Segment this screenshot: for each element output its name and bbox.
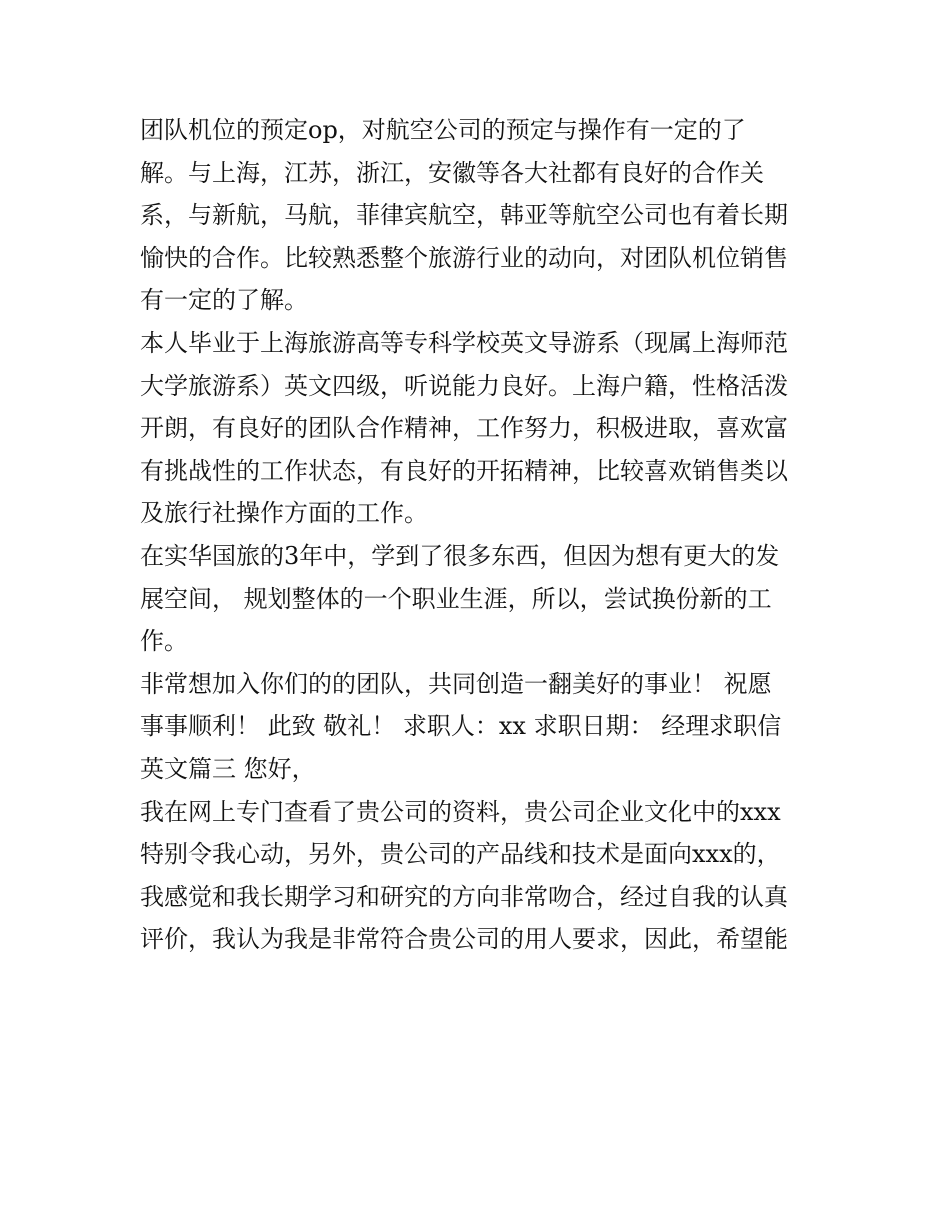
text-line: 解。与上海，江苏，浙江，安徽等各大社都有良好的合作关 bbox=[140, 158, 764, 187]
text-line: 我感觉和我长期学习和研究的方向非常吻合，经过自我的认真 bbox=[140, 882, 788, 911]
text-line: 评价，我认为我是非常符合贵公司的用人要求，因此，希望能 bbox=[140, 925, 788, 954]
text-line: 系，与新航，马航，菲律宾航空，韩亚等航空公司也有着长期 bbox=[140, 201, 788, 230]
text-line: 有一定的了解。 bbox=[140, 286, 308, 315]
paragraph-1 bbox=[140, 109, 820, 322]
text-line: 有挑战性的工作状态，有良好的开拓精神，比较喜欢销售类以 bbox=[140, 456, 788, 485]
text-line: 团队机位的预定op，对航空公司的预定与操作有一定的了 bbox=[140, 116, 746, 144]
paragraph-2 bbox=[140, 322, 820, 535]
text-line: 非常想加入你们的的团队，共同创造一翻美好的事业！ 祝愿 bbox=[140, 669, 772, 698]
text-line: 英文篇三 您好， bbox=[140, 754, 316, 783]
paragraph-5 bbox=[140, 791, 820, 961]
paragraph-3 bbox=[140, 535, 820, 663]
text-line: 开朗，有良好的团队合作精神，工作努力，积极进取，喜欢富 bbox=[140, 414, 788, 443]
text-line: 及旅行社操作方面的工作。 bbox=[140, 499, 428, 528]
text-line: 我在网上专门查看了贵公司的资料，贵公司企业文化中的xxx bbox=[140, 797, 781, 826]
text-line: 特别令我心动，另外，贵公司的产品线和技术是面向xxx的， bbox=[140, 840, 781, 869]
text-line: 愉快的合作。比较熟悉整个旅游行业的动向，对团队机位销售 bbox=[140, 243, 788, 272]
paragraph-4 bbox=[140, 663, 820, 791]
text-line: 展空间， 规划整体的一个职业生涯，所以，尝试换份新的工 bbox=[140, 584, 772, 613]
text-line: 在实华国旅的3年中，学到了很多东西，但因为想有更大的发 bbox=[140, 541, 780, 570]
text-line: 事事顺利！ 此致 敬礼！ 求职人：xx 求职日期： 经理求职信 bbox=[140, 712, 782, 741]
text-line: 大学旅游系）英文四级，听说能力良好。上海户籍，性格活泼 bbox=[140, 371, 788, 400]
text-line: 本人毕业于上海旅游高等专科学校英文导游系（现属上海师范 bbox=[140, 328, 788, 357]
document-body bbox=[140, 109, 820, 961]
text-line: 作。 bbox=[140, 627, 188, 656]
